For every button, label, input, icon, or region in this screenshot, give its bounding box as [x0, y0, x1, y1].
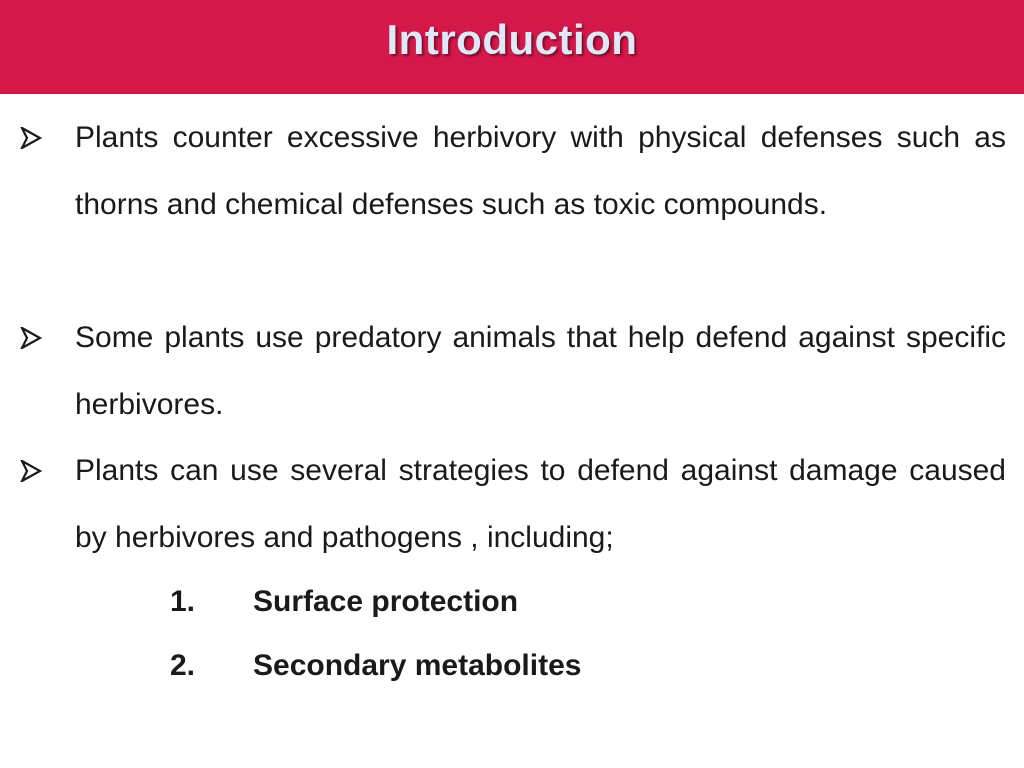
list-label: Secondary metabolites — [253, 649, 582, 682]
list-label: Surface protection — [253, 585, 519, 618]
arrowhead-bullet-icon — [20, 327, 42, 349]
arrowhead-bullet-icon — [20, 460, 42, 482]
bullet-text: Plants can use several strategies to defend against damage caused by herbivores and pathogens , including; — [75, 454, 1006, 554]
bullet-text: Plants counter excessive herbivory with physical defenses such as thorns and chemical defenses such as toxic compounds. — [75, 121, 1006, 221]
list-number: 2. — [170, 649, 196, 682]
list-number: 1. — [170, 585, 196, 618]
title-bar — [0, 0, 1024, 94]
arrowhead-bullet-icon — [20, 127, 42, 149]
numbered-list-item — [0, 649, 1024, 689]
bullet-text: Some plants use predatory animals that help defend against specific herbivores. — [75, 321, 1006, 421]
slide-title: Introduction — [386, 16, 638, 63]
numbered-list-item — [0, 585, 1024, 625]
